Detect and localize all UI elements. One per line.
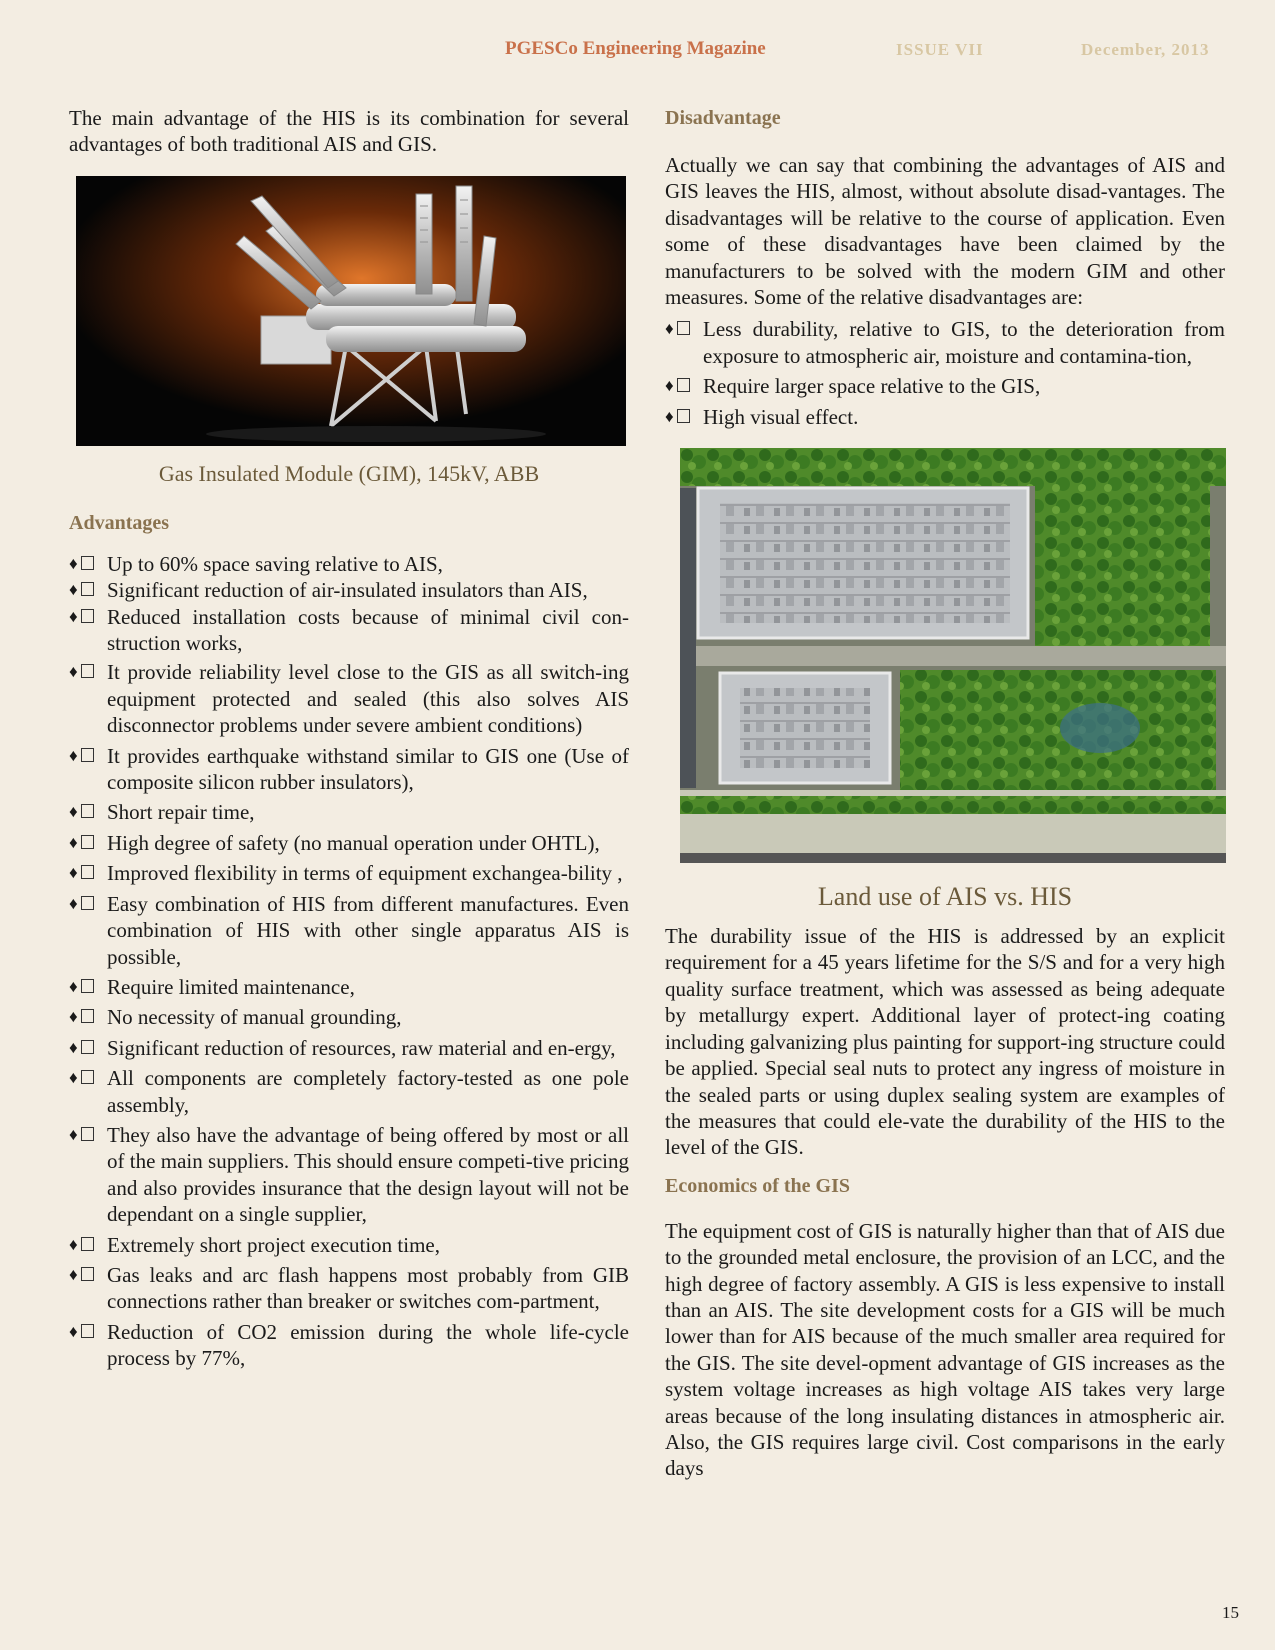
list-item: ♦ They also have the advantage of being offered by most or all of the main suppliers. This should ensure competi-tive pricing and also provides insurance that the design layout will not be dependant on a single supplier, (69, 1122, 629, 1227)
list-item: ♦ It provide reliability level close to the GIS as all switch-ing equipment protected and sealed (this also solves AIS disconnector problems under severe ambient conditions) (69, 660, 629, 738)
bullet-diamond-icon: ♦ (69, 1035, 94, 1061)
issue-date: December, 2013 (1081, 40, 1210, 59)
list-item: ♦ Easy combination of HIS from different manufactures. Even combination of HIS with other single apparatus AIS is possible, (69, 891, 629, 969)
durability-paragraph: The durability issue of the HIS is addressed by an explicit requirement for a 45 years lifetime for the S/S and for a very high quality surface treatment, which was assessed as being adequate by metallurgy expert. Additional layer of protect-ing coating including galvanizing plus painting for support-ing structure could be applied. Special seal nuts to protect any ingress of moisture in the sealed parts or using duplex sealing system are examples of the measures that could ele-vate the durability of the HIS to the level of the GIS. (665, 924, 1225, 1160)
magazine-title: PGESCo Engineering Magazine (505, 38, 766, 59)
disadvantages-list (665, 316, 1225, 430)
list-item: ♦ Extremely short project execution time, (69, 1232, 440, 1257)
list-item: ♦ Short repair time, (69, 800, 255, 825)
list-item: ♦ Less durability, relative to GIS, to the deterioration from exposure to atmospheric air, moisture and contamina-tion, (665, 317, 1225, 368)
bullet-diamond-icon: ♦ (69, 743, 94, 769)
list-item: ♦ It provides earthquake withstand similar to GIS one (Use of composite silicon rubber insulators), (69, 743, 629, 795)
list-item: ♦ High degree of safety (no manual operation under OHTL), (69, 830, 600, 855)
list-item: ♦ No necessity of manual grounding, (69, 1005, 402, 1030)
list-item: ♦ All components are completely factory-tested as one pole assembly, (69, 1066, 629, 1117)
list-item: ♦ Significant reduction of air-insulated insulators than AIS, (69, 578, 588, 603)
bullet-diamond-icon: ♦ (69, 577, 94, 603)
advantages-heading: Advantages (69, 511, 170, 534)
page-header (0, 36, 1275, 66)
land-use-photo (680, 448, 1226, 863)
bullet-diamond-icon: ♦ (69, 974, 94, 1000)
bullet-diamond-icon: ♦ (69, 891, 94, 917)
right-column (665, 105, 1225, 1482)
land-use-caption: Land use of AIS vs. HIS (817, 882, 1073, 912)
list-item: ♦ Improved flexibility in terms of equipment exchangea-bility , (69, 861, 623, 886)
bullet-diamond-icon: ♦ (69, 830, 94, 856)
disadvantage-heading: Disadvantage (665, 107, 781, 129)
economics-heading: Economics of the GIS (665, 1174, 850, 1197)
page-number: 15 (1222, 1603, 1239, 1622)
bullet-diamond-icon: ♦ (69, 1319, 94, 1345)
bullet-diamond-icon: ♦ (69, 1122, 94, 1148)
list-item: ♦ Up to 60% space saving relative to AIS, (69, 551, 443, 576)
list-item: ♦ Require limited maintenance, (69, 974, 355, 999)
bullet-diamond-icon: ♦ (665, 316, 690, 342)
bullet-diamond-icon: ♦ (69, 1065, 94, 1091)
gim-caption: Gas Insulated Module (GIM), 145kV, ABB (158, 460, 540, 486)
advantages-list (69, 551, 629, 1372)
list-item: ♦ Gas leaks and arc flash happens most probably from GIB connections rather than breaker or switches com-partment, (69, 1262, 629, 1314)
gim-photo (76, 176, 626, 446)
list-item: ♦ Reduction of CO2 emission during the whole life-cycle process by 77%, (69, 1319, 629, 1371)
left-column (69, 105, 629, 1372)
economics-paragraph: The equipment cost of GIS is naturally higher than that of AIS due to the grounded metal enclosure, the provision of an LCC, and the high degree of factory assembly. A GIS is less expensive to install than an AIS. The site development costs for a GIS will be much lower than for AIS because of the much smaller area required for the GIS. The site devel-opment advantage of GIS increases as the system voltage increases as high voltage AIS takes very large areas because of the long insulating distances in atmospheric air. Also, the GIS requires large civil. Cost comparisons in the early days (665, 1218, 1225, 1481)
bullet-diamond-icon: ♦ (69, 1232, 94, 1258)
list-item: ♦ High visual effect. (665, 404, 859, 429)
list-item: ♦ Require larger space relative to the GIS, (665, 374, 1041, 399)
bullet-diamond-icon: ♦ (69, 860, 94, 886)
bullet-diamond-icon: ♦ (665, 404, 690, 430)
intro-paragraph: The main advantage of the HIS is its combination for several advantages of both traditional AIS and GIS. (69, 106, 629, 157)
bullet-diamond-icon: ♦ (69, 659, 94, 685)
list-item: ♦ Significant reduction of resources, raw material and en-ergy, (69, 1035, 616, 1060)
bullet-diamond-icon: ♦ (69, 551, 94, 577)
bullet-diamond-icon: ♦ (69, 1262, 94, 1288)
list-item: ♦ Reduced installation costs because of minimal civil con-struction works, (69, 604, 629, 656)
issue-label: ISSUE VII (896, 40, 984, 59)
disadvantage-paragraph: Actually we can say that combining the advantages of AIS and GIS leaves the HIS, almost, without absolute disad-vantages. The disadvantages will be relative to the course of application. Even some of these disadvantages have been claimed by the manufacturers to be solved with the modern GIM and other measures. Some of the relative disadvantages are: (665, 153, 1225, 310)
bullet-diamond-icon: ♦ (69, 1004, 94, 1030)
bullet-diamond-icon: ♦ (69, 604, 94, 630)
bullet-diamond-icon: ♦ (665, 373, 690, 399)
bullet-diamond-icon: ♦ (69, 799, 94, 825)
